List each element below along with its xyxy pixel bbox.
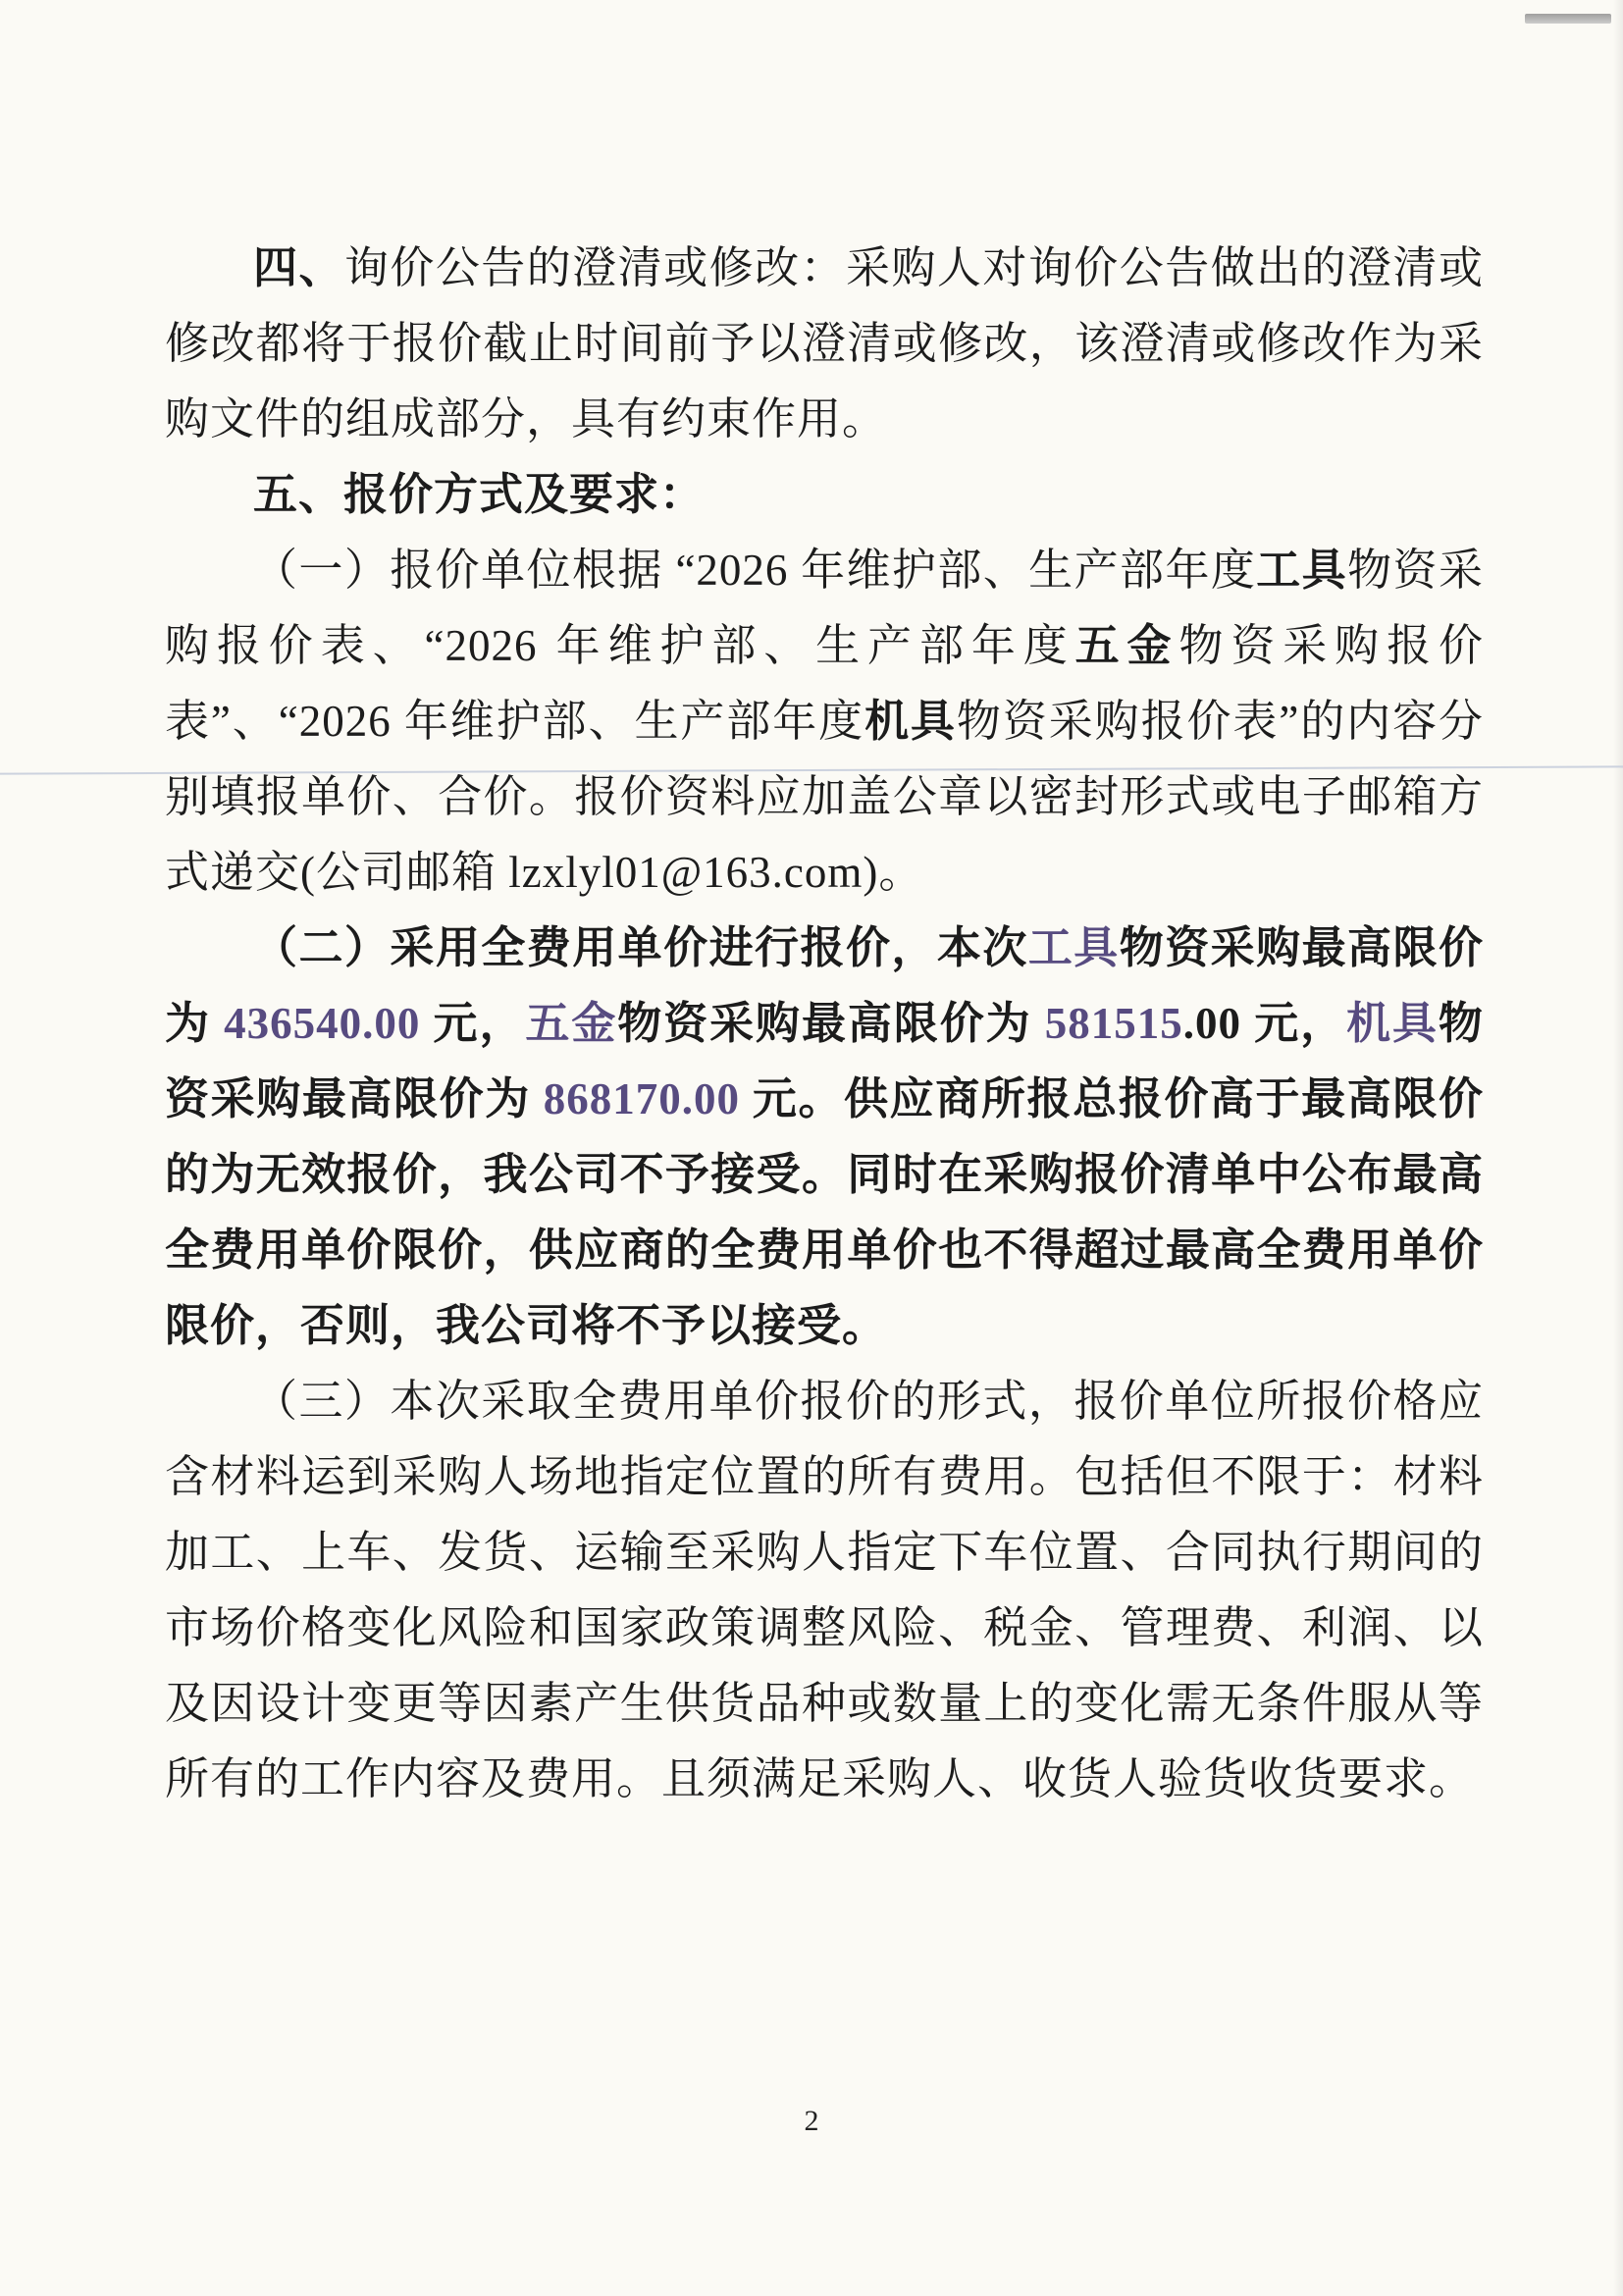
text-segment: 868170.00 — [543, 1074, 740, 1123]
page-number: 2 — [804, 2105, 819, 2137]
text-segment: 五金 — [1074, 621, 1179, 670]
text-segment: 工具 — [1256, 546, 1348, 595]
text-segment: 机具 — [864, 697, 957, 746]
section-5-item-1 — [165, 533, 1484, 911]
text-segment: .00 元， — [1182, 999, 1347, 1048]
text-segment: 物资采购最高限价为 — [617, 999, 1045, 1048]
text-segment: 436540.00 — [224, 999, 421, 1048]
text-segment: 工具 — [1027, 923, 1120, 972]
text-segment: 询价公告的澄清或修改：采购人对询价公告做出的澄清或修改都将于报价截止时间前予以澄清或修改，该澄清或修改作为采购文件的组成部分，具有约束作用。 — [165, 243, 1484, 444]
text-segment: 物资采购报价表、“2026 年维护部、生产部年度 — [165, 546, 1484, 670]
text-segment: （三）本次采取全费用单价报价的形式，报价单位所报价格应含材料运到采购人场地指定位置的所有费用。包括但不限于：材料加工、上车、发货、运输至采购人指定下车位置、合同执行期间的市场价格变化风险和国家政策调整风险、税金、管理费、利润、以及因设计变更等因素产生供货品种或数量上的变化需无条件服从等所有的工作内容及费用。且须满足采购人、收货人验货收货要求。 — [165, 1377, 1484, 1803]
section-5-item-3 — [165, 1364, 1484, 1817]
text-segment: 物资采购最高限价为 — [165, 923, 1484, 1048]
scan-artifact-top-right — [1525, 14, 1611, 24]
text-segment: 五金 — [525, 999, 618, 1048]
text-segment: 元。供应商所报总报价高于最高限价的为无效报价，我公司不予接受。同时在采购报价清单中公布最高全费用单价限价，供应商的全费用单价也不得超过最高全费用单价限价，否则，我公司将不予以接受。 — [165, 1074, 1484, 1350]
text-segment: 五、报价方式及要求： — [253, 470, 706, 519]
text-segment: 物资采购最高限价为 — [165, 999, 1484, 1123]
text-segment: 元， — [420, 999, 526, 1048]
text-segment: 机具 — [1346, 999, 1439, 1048]
scan-edge-shadow — [1613, 0, 1623, 2296]
text-segment: 581515 — [1044, 999, 1183, 1048]
section-4-clarification — [165, 231, 1484, 457]
section-5-item-2 — [165, 911, 1484, 1364]
section-5-heading — [165, 457, 1484, 533]
document-body — [165, 231, 1484, 1817]
text-segment: 物资采购报价表”、“2026 年维护部、生产部年度 — [165, 621, 1484, 746]
text-segment: 物资采购报价表”的内容分别填报单价、合价。报价资料应加盖公章以密封形式或电子邮箱方式递交(公司邮箱 lzxlyl01@163.com)。 — [165, 697, 1484, 897]
text-segment: （一）报价单位根据 “2026 年维护部、生产部年度 — [253, 546, 1257, 595]
text-segment: （二）采用全费用单价进行报价，本次 — [253, 923, 1028, 972]
text-segment: 四、 — [253, 243, 344, 292]
